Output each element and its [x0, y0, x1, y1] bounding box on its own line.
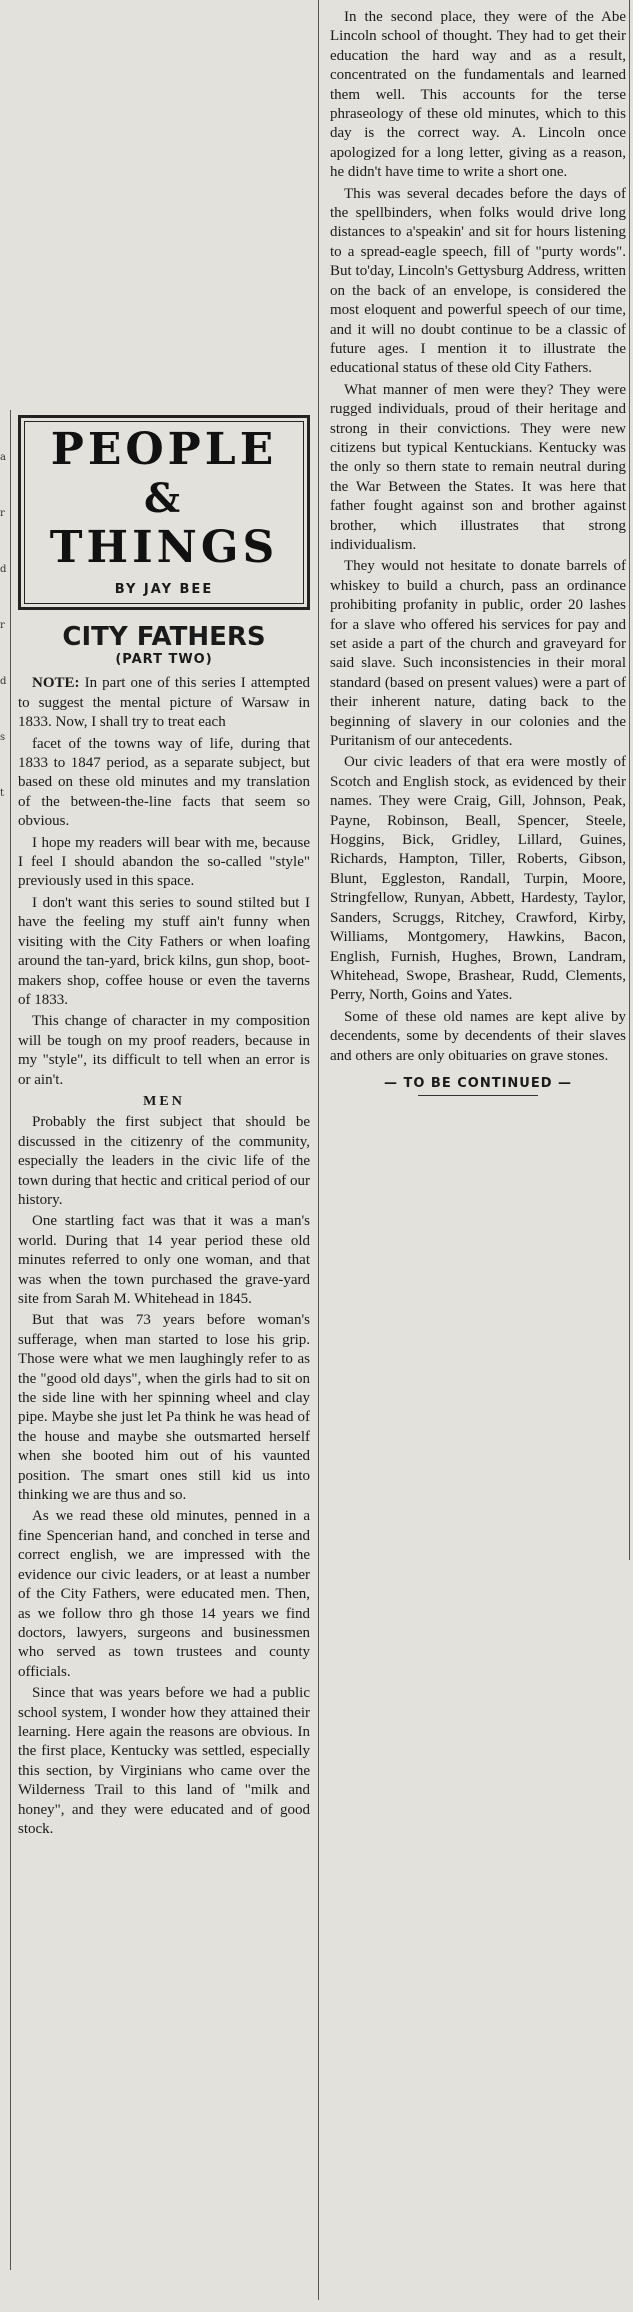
article-column-left: [18, 415, 310, 1841]
edge-char: t: [0, 788, 5, 799]
edge-char: r: [0, 620, 5, 631]
paragraph: Since that was years before we had a public school system, I wonder how they attained their learning. Here again the reasons are obvious. In the first place, Kentucky was settled, especially this section, by Virginians who came over the Wilderness Trail to this land of "milk and honey", and they were educated and of good stock.: [18, 1685, 310, 1837]
paragraph: But that was 73 years before woman's sufferage, when man started to lose his grip. Those were what we men laughingly refer to as the "good old days", when the girls had to sit on the side line with her spinning wheel and clay pipe. Maybe she just let Pa think he was head of the house and maybe she outsmarted herself when she booted him out of his vaunted position. The smart ones still kid us into thinking we are thus and so.: [18, 1312, 310, 1504]
note-label: NOTE:: [32, 675, 80, 692]
paragraph: Our civic leaders of that era were mostly of Scotch and English stock, as evidenced by their names. They were Craig, Gill, Johnson, Peak, Payne, Robinson, Beall, Spencer, Steele, Hoggins, Bick, Gridley, Lillard, Guines, Richards, Hampton, Tiller, Roberts, Gibson, Blunt, Eggleston, Randall, Turpin, Moore, Stringfellow, Runyan, Abbett, Hardesty, Taylor, Sanders, Scruggs, Ritchey, Crawford, Kirby, Williams, Montgomery, Hawkins, Bacon, English, Furnish, Hughes, Brown, Landram, Whitehead, Swope, Brashear, Rudd, Clements, Perry, North, Goins and Yates.: [330, 754, 626, 1004]
paragraph: Some of these old names are kept alive by decendents, some by decendents of their slaves and others are only obituaries on grave stones.: [330, 1008, 626, 1064]
column-rule-middle: [318, 0, 319, 2300]
headline: CITY FATHERS: [62, 622, 266, 653]
subheadline: (PART TWO): [115, 652, 213, 668]
edge-char: a: [0, 452, 6, 463]
paragraph: In the second place, they were of the Abe Lincoln school of thought. They had to get their education the hard way and as a result, concentrated on the fundamentals and learned them well. This accounts for the terse phraseology of these old minutes, which to this day is the correct way. A. Lincoln once apologized for a long letter, giving as a reason, he didn't have time to write a short one.: [330, 9, 626, 181]
editor-note: [18, 674, 310, 732]
paragraph: Probably the first subject that should be discussed in the citizenry of the community, especially the leaders in the civic life of the town during that hectic and critical period of our history.: [18, 1114, 310, 1208]
continued-rule: [418, 1095, 538, 1096]
paragraph: One startling fact was that it was a man's world. During that 14 year period these old minutes referred to only one woman, and that was when the town purchased the grave-yard site from Sarah M. Whitehead in 1845.: [18, 1213, 310, 1307]
to-be-continued: [330, 1074, 626, 1096]
edge-char: d: [0, 564, 7, 575]
paragraph: They would not hesitate to donate barrels of whiskey to build a church, pass an ordinance prohibiting profanity in public, order 20 lashes for a slave who offered his services for pay and set aside a part of the church and graveyard for said slave. Such inconsistencies in their moral standard (based on present values) were a part of their inherent nature, dating back to the beginning of slavery in our colonies and the Puritanism of our antecedents.: [330, 558, 626, 750]
paragraph: I hope my readers will bear with me, because I feel I should abandon the so-called "style" previously used in this space.: [18, 834, 310, 890]
section-heading-men: MEN: [143, 1093, 185, 1109]
edge-char: s: [0, 732, 6, 743]
masthead-ampersand: &: [143, 475, 185, 522]
masthead-people: PEOPLE: [50, 424, 278, 475]
column-masthead: [18, 415, 310, 610]
note-text: In part one of this series I attempted to suggest the mental picture of Warsaw in 1833. Now, I shall try to treat each: [18, 675, 311, 731]
paragraph: This was several decades before the days of the spellbinders, when folks would drive long distances to a'speakin' and sit for hours listening to a spread-eagle speech, fill of "purty words". But to'day, Lincoln's Gettysburg Address, written on the back of an envelope, is considered the most eloquent and powerful speech of our time, and it will no doubt continue to be a classic of future ages. I mention it to illustrate the educational status of these old City Fathers.: [330, 185, 626, 377]
column-rule-right: [629, 0, 630, 1560]
paragraph: facet of the towns way of life, during that 1833 to 1847 period, as a separate subject, but based on these old minutes and my translation of the between-the-line facts that seem so obvious.: [18, 735, 310, 830]
masthead-things: THINGS: [49, 522, 279, 573]
column-rule-left: [10, 410, 11, 2270]
paragraph: This change of character in my composition will be tough on my proof readers, because in my "style", its difficult to tell when an error is or ain't.: [18, 1013, 310, 1088]
byline: BY JAY BEE: [114, 582, 214, 597]
article-column-right: [330, 8, 626, 1096]
edge-char: r: [0, 508, 5, 519]
continued-label: — TO BE CONTINUED —: [383, 1075, 573, 1091]
edge-char: d: [0, 676, 7, 687]
paragraph: What manner of men were they? They were rugged individuals, proud of their heritage and strong in their convictions. They were new citizens but typical Kentuckians. Kentucky was the only so thern state to remain neutral during the War Between the States. It was here that father fought against son and brother against brother, which illustrates that strong individualism.: [330, 381, 626, 553]
paragraph: As we read these old minutes, penned in a fine Spencerian hand, and conched in terse and correct english, we are impressed with the evidence our civic leaders, or at least a number of the City Fathers, were educated men. Then, as we follow thro gh those 14 years we find doctors, lawyers, surgeons and businessmen who served as town trustees and county officials.: [18, 1508, 310, 1680]
adjacent-column-fragment: [0, 430, 8, 822]
paragraph: I don't want this series to sound stilted but I have the feeling my stuff ain't funny when visiting with the City Fathers or when loafing around the tan-yard, brick kilns, gun shop, boot-makers shop, coffee house or even the taverns of 1833.: [18, 894, 310, 1008]
